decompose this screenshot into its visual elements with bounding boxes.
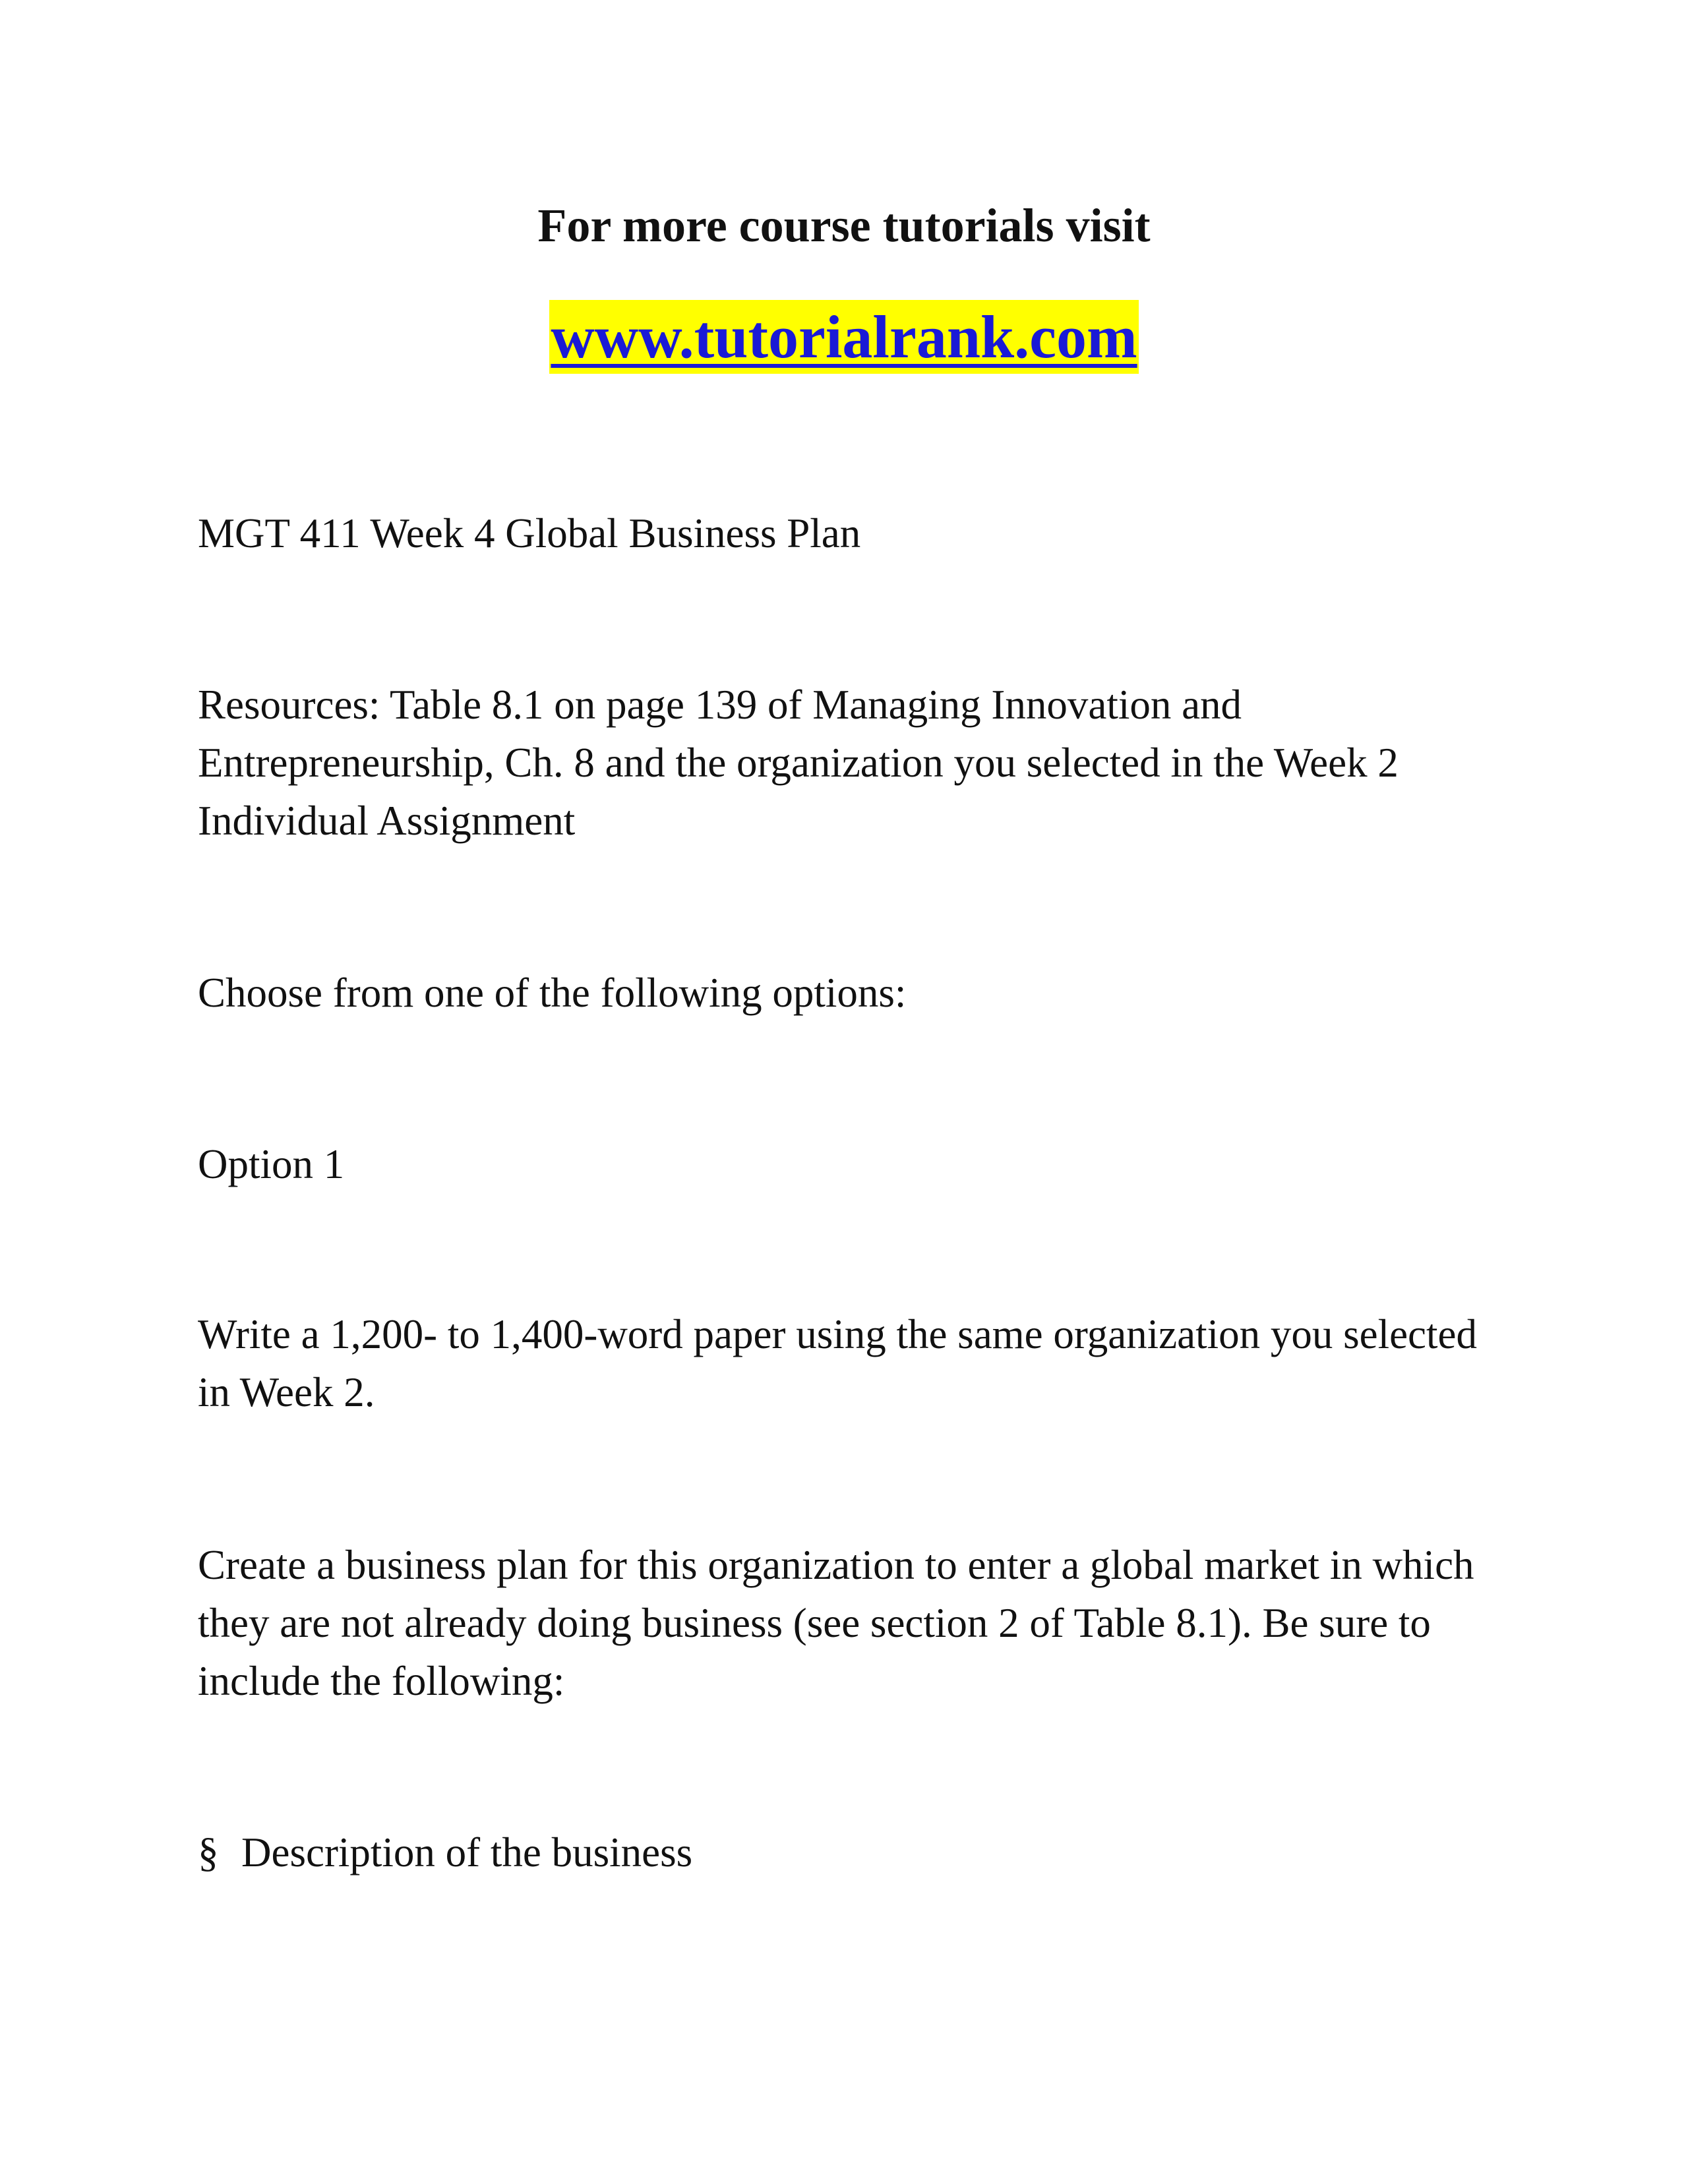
promo-link-row <box>0 300 1688 374</box>
promo-heading <box>0 192 1688 258</box>
option-heading: Option 1 <box>198 1141 345 1187</box>
create-instruction-paragraph: Create a business plan for this organization to enter a global market in which they are not already doing business (see section 2 of Table 8.1). Be sure to include the following: <box>198 1542 1474 1704</box>
resources-paragraph: Resources: Table 8.1 on page 139 of Managing Innovation and Entrepreneurship, Ch. 8 and the organization you selected in the Week 2 Individual Assignment <box>198 682 1399 844</box>
promo-heading-text: For more course tutorials visit <box>537 199 1151 252</box>
bullet-item-text: Description of the business <box>241 1829 693 1875</box>
write-instruction-paragraph: Write a 1,200- to 1,400-word paper using the same organization you selected in Week 2. <box>198 1311 1477 1415</box>
choose-paragraph: Choose from one of the following options: <box>198 970 907 1016</box>
section-sign-bullet-icon: § <box>198 1829 219 1875</box>
bullet-list-item <box>198 1823 1517 1881</box>
website-link[interactable]: www.tutorialrank.com <box>549 300 1138 374</box>
document-title: MGT 411 Week 4 Global Business Plan <box>198 510 861 556</box>
